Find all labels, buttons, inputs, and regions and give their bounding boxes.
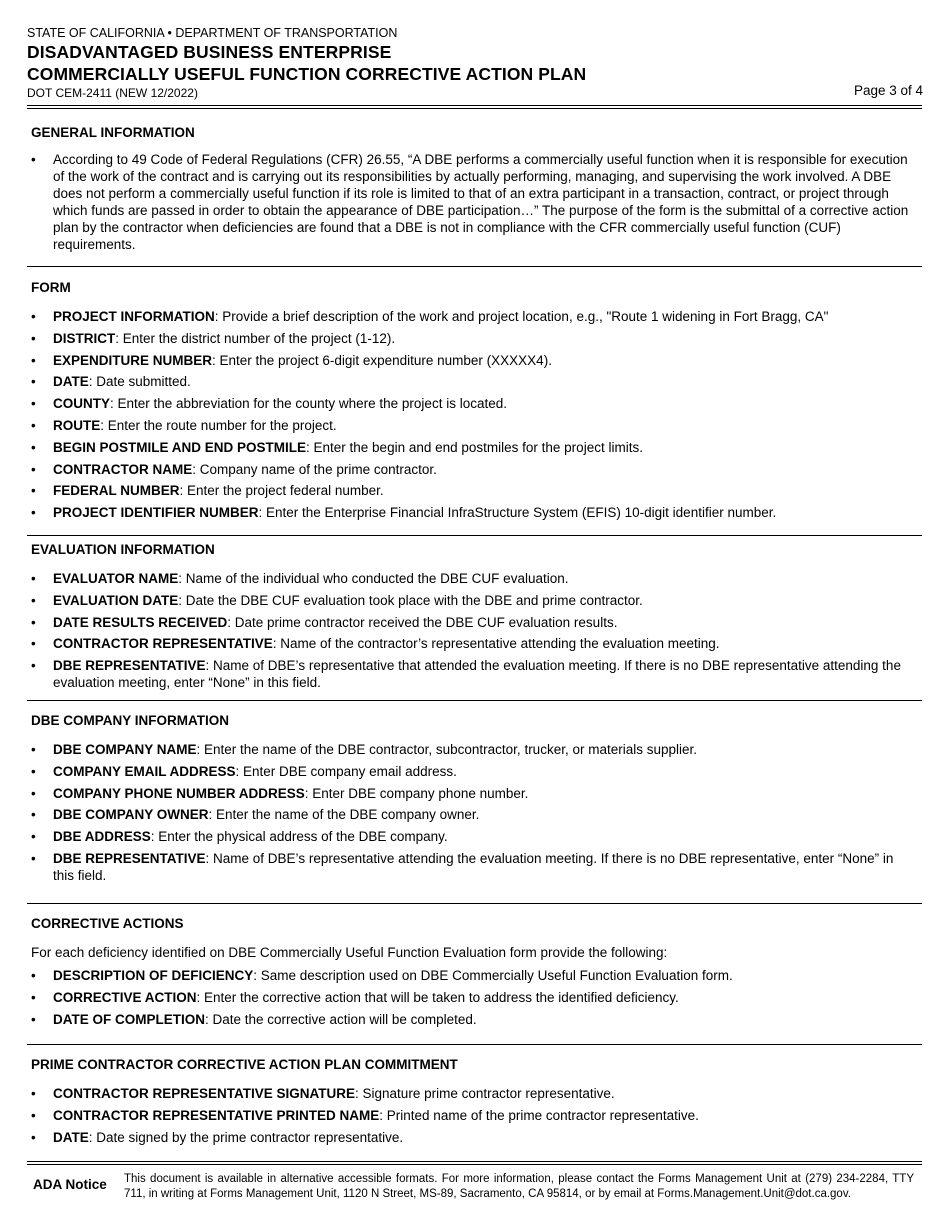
page-header xyxy=(27,26,923,101)
section-title: PRIME CONTRACTOR CORRECTIVE ACTION PLAN COMMITMENT xyxy=(31,1057,458,1072)
general-text: • According to 49 Code of Federal Regulations (CFR) 26.55, “A DBE performs a commercially useful function when it is responsible for execution of the work of the contract and is carrying out its responsibilities by actually performing, managing, and supervising the work involved. A DBE does not perform a commercially useful function if its role is limited to that of an extra participant in a transaction, contract, or project through which funds are passed in order to obtain the appearance of DBE participation…” The purpose of the form is the submittal of a corrective action plan by the contractor when deficiencies are found that a DBE is not in compliance with the CFR commercially useful function (CUF) requirements. xyxy=(31,151,916,253)
list-item: • BEGIN POSTMILE AND END POSTMILE: Enter the begin and end postmiles for the project limits. xyxy=(31,439,916,456)
section-title: EVALUATION INFORMATION xyxy=(31,542,215,557)
corrective-list xyxy=(31,967,916,1028)
form-list xyxy=(31,308,916,521)
list-item: • COUNTY: Enter the abbreviation for the county where the project is located. xyxy=(31,395,916,412)
footer-divider xyxy=(27,1161,922,1165)
commitment-section xyxy=(31,1057,916,1150)
list-item: • CONTRACTOR REPRESENTATIVE SIGNATURE: Signature prime contractor representative. xyxy=(31,1085,916,1102)
list-item: • DBE COMPANY OWNER: Enter the name of the DBE company owner. xyxy=(31,806,916,823)
list-item: • COMPANY EMAIL ADDRESS: Enter DBE company email address. xyxy=(31,763,916,780)
section-divider xyxy=(27,535,922,536)
section-title: DBE COMPANY INFORMATION xyxy=(31,713,229,728)
list-item: • DBE REPRESENTATIVE: Name of DBE’s representative that attended the evaluation meeting. If there is no DBE representative attending the evaluation meeting, enter “None” in this field. xyxy=(31,657,916,691)
list-item: • DATE OF COMPLETION: Date the corrective action will be completed. xyxy=(31,1011,916,1028)
list-item: • PROJECT INFORMATION: Provide a brief description of the work and project location, e.g., "Route 1 widening in Fort Bragg, CA" xyxy=(31,308,916,325)
section-divider xyxy=(27,700,922,701)
general-information-section xyxy=(31,125,916,253)
form-number: DOT CEM-2411 (NEW 12/2022) xyxy=(27,86,198,100)
list-item: • EXPENDITURE NUMBER: Enter the project 6-digit expenditure number (XXXXX4). xyxy=(31,352,916,369)
form-title-line2: COMMERCIALLY USEFUL FUNCTION CORRECTIVE ACTION PLAN xyxy=(27,64,587,84)
list-item: • DATE: Date submitted. xyxy=(31,373,916,390)
agency-line: STATE OF CALIFORNIA • DEPARTMENT OF TRANSPORTATION xyxy=(27,26,398,40)
general-list xyxy=(31,151,916,253)
list-item: • CONTRACTOR NAME: Company name of the prime contractor. xyxy=(31,461,916,478)
ada-notice-label: ADA Notice xyxy=(33,1177,107,1192)
list-item: • DBE COMPANY NAME: Enter the name of the DBE contractor, subcontractor, trucker, or materials supplier. xyxy=(31,741,916,758)
section-divider xyxy=(27,1044,922,1045)
list-item: • EVALUATOR NAME: Name of the individual who conducted the DBE CUF evaluation. xyxy=(31,570,916,587)
list-item: • DATE RESULTS RECEIVED: Date prime contractor received the DBE CUF evaluation results. xyxy=(31,614,916,631)
list-item: • DBE REPRESENTATIVE: Name of DBE’s representative attending the evaluation meeting. If there is no DBE representative, enter “None” in this field. xyxy=(31,850,916,884)
corrective-actions-section xyxy=(31,916,916,1032)
section-divider xyxy=(27,266,922,267)
evaluation-list xyxy=(31,570,916,691)
evaluation-information-section xyxy=(31,542,916,696)
form-section xyxy=(31,280,916,526)
page-number: Page 3 of 4 xyxy=(853,83,923,98)
list-item: • PROJECT IDENTIFIER NUMBER: Enter the Enterprise Financial InfraStructure System (EFIS) 10-digit identifier number. xyxy=(31,504,916,521)
form-title-line1: DISADVANTAGED BUSINESS ENTERPRISE xyxy=(27,42,392,62)
list-item: • DISTRICT: Enter the district number of the project (1-12). xyxy=(31,330,916,347)
dbe-company-section xyxy=(31,713,916,889)
ada-notice-text: This document is available in alternative accessible formats. For more information, please contact the Forms Management Unit at (279) 234-2284, TTY 711, in writing at Forms Management Unit, 1120 N Street, MS-89, Sacramento, CA 95814, or by email at Forms.Management.Unit@dot.ca.gov. xyxy=(124,1173,914,1200)
list-item: • DBE ADDRESS: Enter the physical address of the DBE company. xyxy=(31,828,916,845)
list-item: • DATE: Date signed by the prime contractor representative. xyxy=(31,1129,916,1146)
header-divider xyxy=(27,105,922,109)
list-item: • EVALUATION DATE: Date the DBE CUF evaluation took place with the DBE and prime contractor. xyxy=(31,592,916,609)
section-title: CORRECTIVE ACTIONS xyxy=(31,916,184,931)
list-item: • COMPANY PHONE NUMBER ADDRESS: Enter DBE company phone number. xyxy=(31,785,916,802)
list-item: • ROUTE: Enter the route number for the project. xyxy=(31,417,916,434)
list-item: • FEDERAL NUMBER: Enter the project federal number. xyxy=(31,482,916,499)
section-divider xyxy=(27,903,922,904)
list-item: • CORRECTIVE ACTION: Enter the corrective action that will be taken to address the identified deficiency. xyxy=(31,989,916,1006)
section-title: FORM xyxy=(31,280,71,295)
corrective-intro: For each deficiency identified on DBE Commercially Useful Function Evaluation form provide the following: xyxy=(31,945,668,960)
list-item: • DESCRIPTION OF DEFICIENCY: Same description used on DBE Commercially Useful Function Evaluation form. xyxy=(31,967,916,984)
commitment-list xyxy=(31,1085,916,1146)
list-item: • CONTRACTOR REPRESENTATIVE: Name of the contractor’s representative attending the evaluation meeting. xyxy=(31,635,916,652)
section-title: GENERAL INFORMATION xyxy=(31,125,195,140)
dbe-company-list xyxy=(31,741,916,884)
list-item: • CONTRACTOR REPRESENTATIVE PRINTED NAME: Printed name of the prime contractor representative. xyxy=(31,1107,916,1124)
